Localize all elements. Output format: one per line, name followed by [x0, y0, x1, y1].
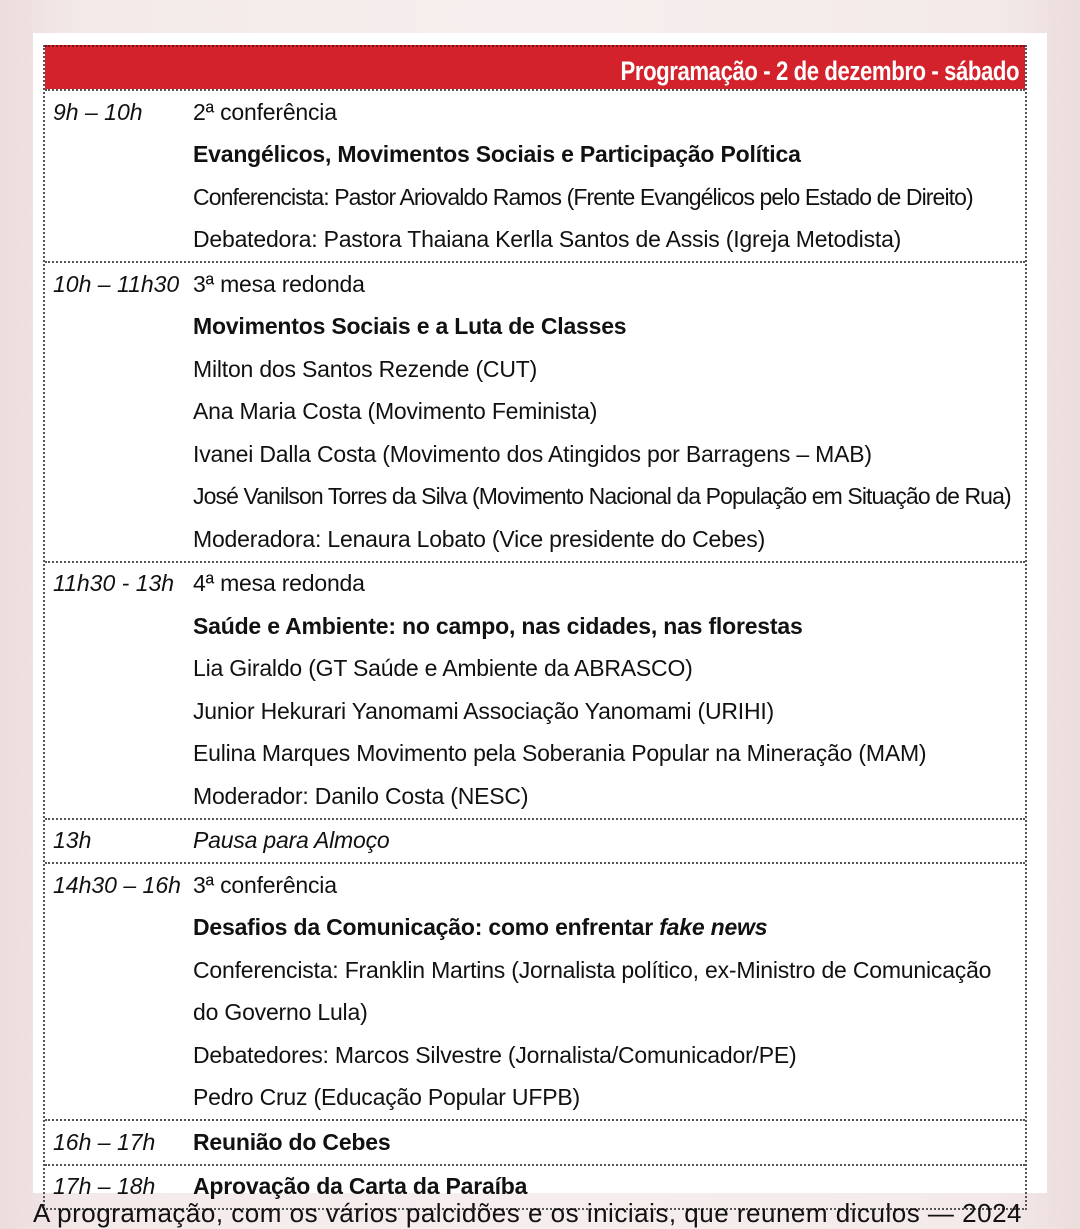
schedule-block-2 — [45, 261, 1025, 561]
participant: Conferencista: Franklin Martins (Jornalista político, ex-Ministro de Comunicação — [193, 956, 992, 983]
schedule-row — [45, 1077, 1025, 1120]
schedule-row — [45, 1034, 1025, 1077]
participant-continued: do Governo Lula) — [193, 999, 368, 1026]
schedule-row — [45, 690, 1025, 733]
moderator: Moderadora: Lenaura Lobato (Vice presidente do Cebes) — [193, 525, 766, 552]
schedule-table — [43, 45, 1027, 1210]
session-title: Movimentos Sociais e a Luta de Classes — [193, 313, 627, 340]
time-slot: 16h – 17h — [53, 1128, 156, 1155]
schedule-block-5 — [45, 862, 1025, 1119]
schedule-row — [45, 219, 1025, 262]
schedule-header — [45, 45, 1025, 89]
schedule-row — [45, 648, 1025, 691]
participant: Ivanei Dalla Costa (Movimento dos Atingidos por Barragens – MAB) — [193, 440, 872, 467]
session-title: Aprovação da Carta da Paraíba — [193, 1173, 528, 1200]
schedule-row — [45, 605, 1025, 648]
schedule-row — [45, 348, 1025, 391]
session-title: Evangélicos, Movimentos Sociais e Participação Política — [193, 141, 801, 168]
schedule-row — [45, 91, 1025, 134]
moderator: Moderador: Danilo Costa (NESC) — [193, 782, 529, 809]
schedule-block-1 — [45, 89, 1025, 261]
session-type: 2ª conferência — [193, 98, 337, 125]
participant: Eulina Marques Movimento pela Soberania Popular na Mineração (MAM) — [193, 740, 927, 767]
schedule-row — [45, 992, 1025, 1035]
schedule-block-3 — [45, 561, 1025, 818]
session-type: 4ª mesa redonda — [193, 570, 365, 597]
schedule-row — [45, 476, 1025, 519]
schedule-row — [45, 563, 1025, 606]
schedule-row — [45, 518, 1025, 561]
schedule-row — [45, 391, 1025, 434]
participant: José Vanilson Torres da Silva (Movimento Nacional da População em Situação de Rua) — [193, 483, 1011, 510]
schedule-block-4 — [45, 818, 1025, 863]
schedule-row — [45, 775, 1025, 818]
session-title-main: Desafios da Comunicação: como enfrentar — [193, 914, 660, 941]
schedule-title: Programação - 2 de dezembro - sábado — [620, 56, 1019, 86]
schedule-row — [45, 820, 1025, 863]
participant: Debatedora: Pastora Thaiana Kerlla Santos de Assis (Igreja Metodista) — [193, 226, 902, 253]
participant: Pedro Cruz (Educação Popular UFPB) — [193, 1084, 580, 1111]
session-title: Reunião do Cebes — [193, 1128, 391, 1155]
schedule-row — [45, 134, 1025, 177]
time-slot: 11h30 - 13h — [53, 570, 175, 597]
participant: Lia Giraldo (GT Saúde e Ambiente da ABRASCO) — [193, 655, 693, 682]
participant: Conferencista: Pastor Ariovaldo Ramos (Frente Evangélicos pelo Estado de Direito) — [193, 183, 973, 210]
time-slot: 13h — [53, 827, 92, 854]
schedule-block-6 — [45, 1119, 1025, 1164]
schedule-row — [45, 949, 1025, 992]
schedule-row — [45, 263, 1025, 306]
participant: Junior Hekurari Yanomami Associação Yanomami (URIHI) — [193, 697, 775, 724]
time-slot: 10h – 11h30 — [53, 270, 180, 297]
time-slot: 17h – 18h — [53, 1173, 156, 1200]
time-slot: 14h30 – 16h — [53, 871, 181, 898]
break-label: Pausa para Almoço — [193, 827, 390, 854]
session-type: 3ª conferência — [193, 871, 337, 898]
session-title-italic: fake news — [659, 914, 768, 941]
schedule-row — [45, 433, 1025, 476]
participant: Ana Maria Costa (Movimento Feminista) — [193, 398, 598, 425]
participant: Debatedores: Marcos Silvestre (Jornalista/Comunicador/PE) — [193, 1041, 797, 1068]
session-title — [193, 914, 1025, 941]
schedule-row — [45, 907, 1025, 950]
cut-off-paragraph: A programação, com os vários palcidões e os iniciais, que reunem diculos — 2024 — [33, 1198, 1022, 1228]
schedule-row — [45, 1121, 1025, 1164]
participant: Milton dos Santos Rezende (CUT) — [193, 355, 538, 382]
session-title: Saúde e Ambiente: no campo, nas cidades, nas florestas — [193, 612, 803, 639]
schedule-row — [45, 306, 1025, 349]
session-type: 3ª mesa redonda — [193, 270, 365, 297]
schedule-row — [45, 733, 1025, 776]
time-slot: 9h – 10h — [53, 98, 143, 125]
schedule-row — [45, 864, 1025, 907]
schedule-row — [45, 176, 1025, 219]
